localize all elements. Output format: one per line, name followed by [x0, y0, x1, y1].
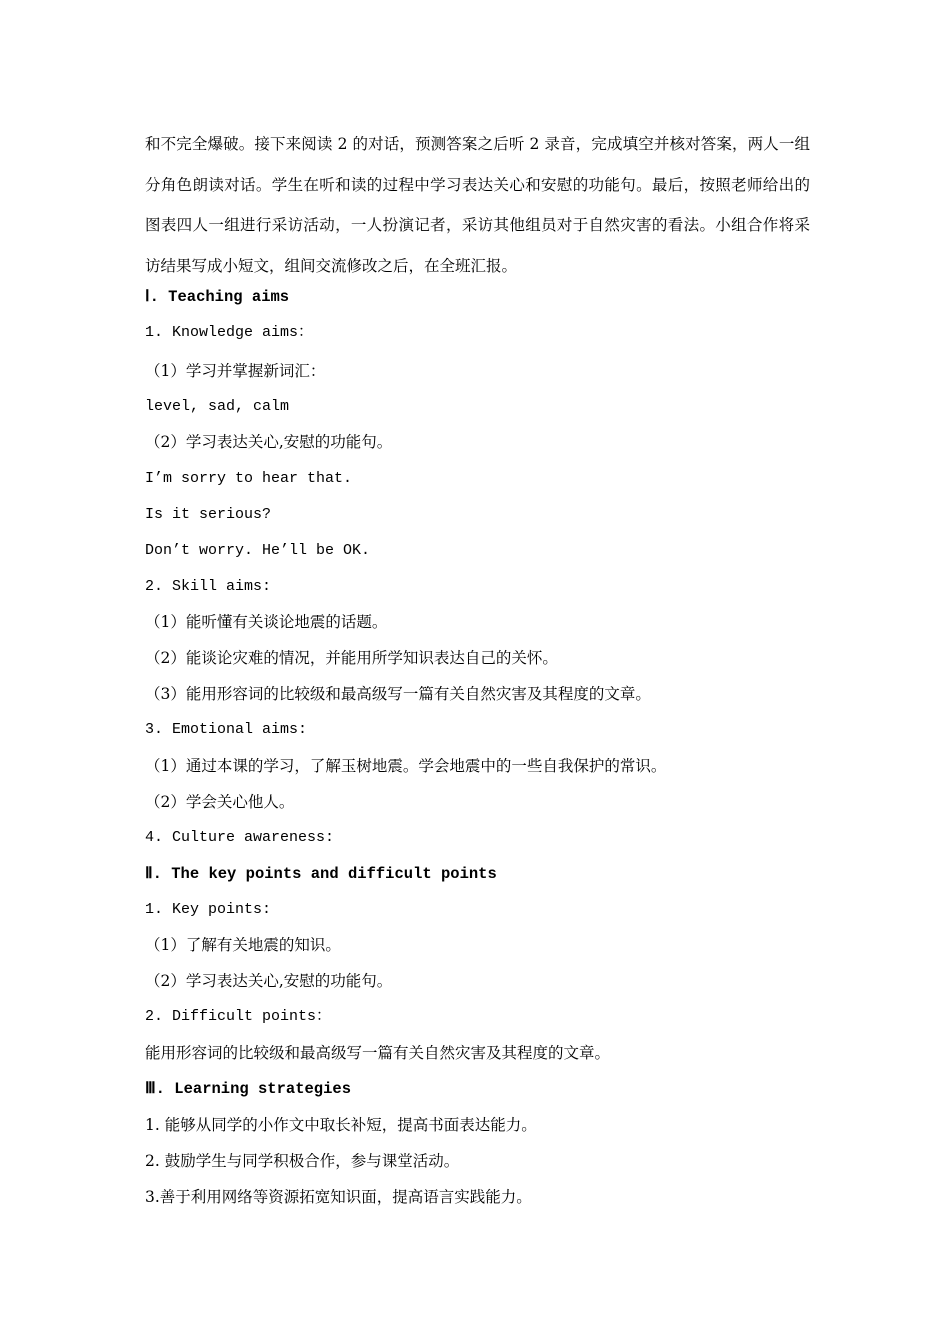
key-points-label: 1. Key points: — [145, 901, 272, 918]
difficult-point-text: 能用形容词的比较级和最高级写一篇有关自然灾害及其程度的文章。 — [145, 1044, 611, 1062]
strategy-item-3: 3.善于利用网络等资源拓宽知识面，提高语言实践能力。 — [145, 1188, 532, 1206]
functional-sentence-3: Don’t worry. He’ll be OK. — [145, 542, 371, 559]
section-heading-learning-strategies: Ⅲ. Learning strategies — [145, 1080, 352, 1098]
skill-item-3: （3）能用形容词的比较级和最高级写一篇有关自然灾害及其程度的文章。 — [145, 685, 651, 703]
key-point-2: （2）学习表达关心,安慰的功能句。 — [145, 972, 393, 990]
section-heading-key-points: Ⅱ. The key points and difficult points — [145, 865, 497, 883]
intro-paragraph: 和不完全爆破。接下来阅读 2 的对话，预测答案之后听 2 录音，完成填空并核对答案，两人一组分角色朗读对话。学生在听和读的过程中学习表达关心和安慰的功能句。最后，按照老师给出的图表四人一组进行采访活动，一人扮演记者，采访其他组员对于自然灾害的看法。小组合作将采访结果写成小短文，组间交流修改之后，在全班汇报。 — [145, 135, 810, 275]
skill-aims-label: 2. Skill aims: — [145, 578, 272, 595]
strategy-item-1: 1. 能够从同学的小作文中取长补短，提高书面表达能力。 — [145, 1116, 537, 1134]
skill-item-2: （2）能谈论灾难的情况，并能用所学知识表达自己的关怀。 — [145, 649, 558, 667]
functional-sentence-1: I’m sorry to hear that. — [145, 470, 353, 487]
emotional-item-2: （2）学会关心他人。 — [145, 793, 295, 811]
emotional-aims-label: 3. Emotional aims: — [145, 721, 308, 738]
functional-sentence-2: Is it serious? — [145, 506, 272, 523]
knowledge-item-functional-sentences: （2）学习表达关心,安慰的功能句。 — [145, 433, 393, 451]
section-heading-teaching-aims: Ⅰ. Teaching aims — [145, 288, 290, 306]
strategy-item-2: 2. 鼓励学生与同学积极合作，参与课堂活动。 — [145, 1152, 460, 1170]
emotional-item-1: （1）通过本课的学习，了解玉树地震。学会地震中的一些自我保护的常识。 — [145, 757, 667, 775]
difficult-points-label: 2. Difficult points： — [145, 1008, 332, 1025]
key-point-1: （1）了解有关地震的知识。 — [145, 936, 341, 954]
knowledge-item-vocabulary: （1）学习并掌握新词汇： — [145, 362, 326, 380]
skill-item-1: （1）能听懂有关谈论地震的话题。 — [145, 613, 388, 631]
knowledge-aims-label: 1. Knowledge aims： — [145, 324, 314, 341]
culture-awareness-label: 4. Culture awareness: — [145, 829, 335, 846]
vocabulary-words: level, sad, calm — [145, 398, 290, 415]
